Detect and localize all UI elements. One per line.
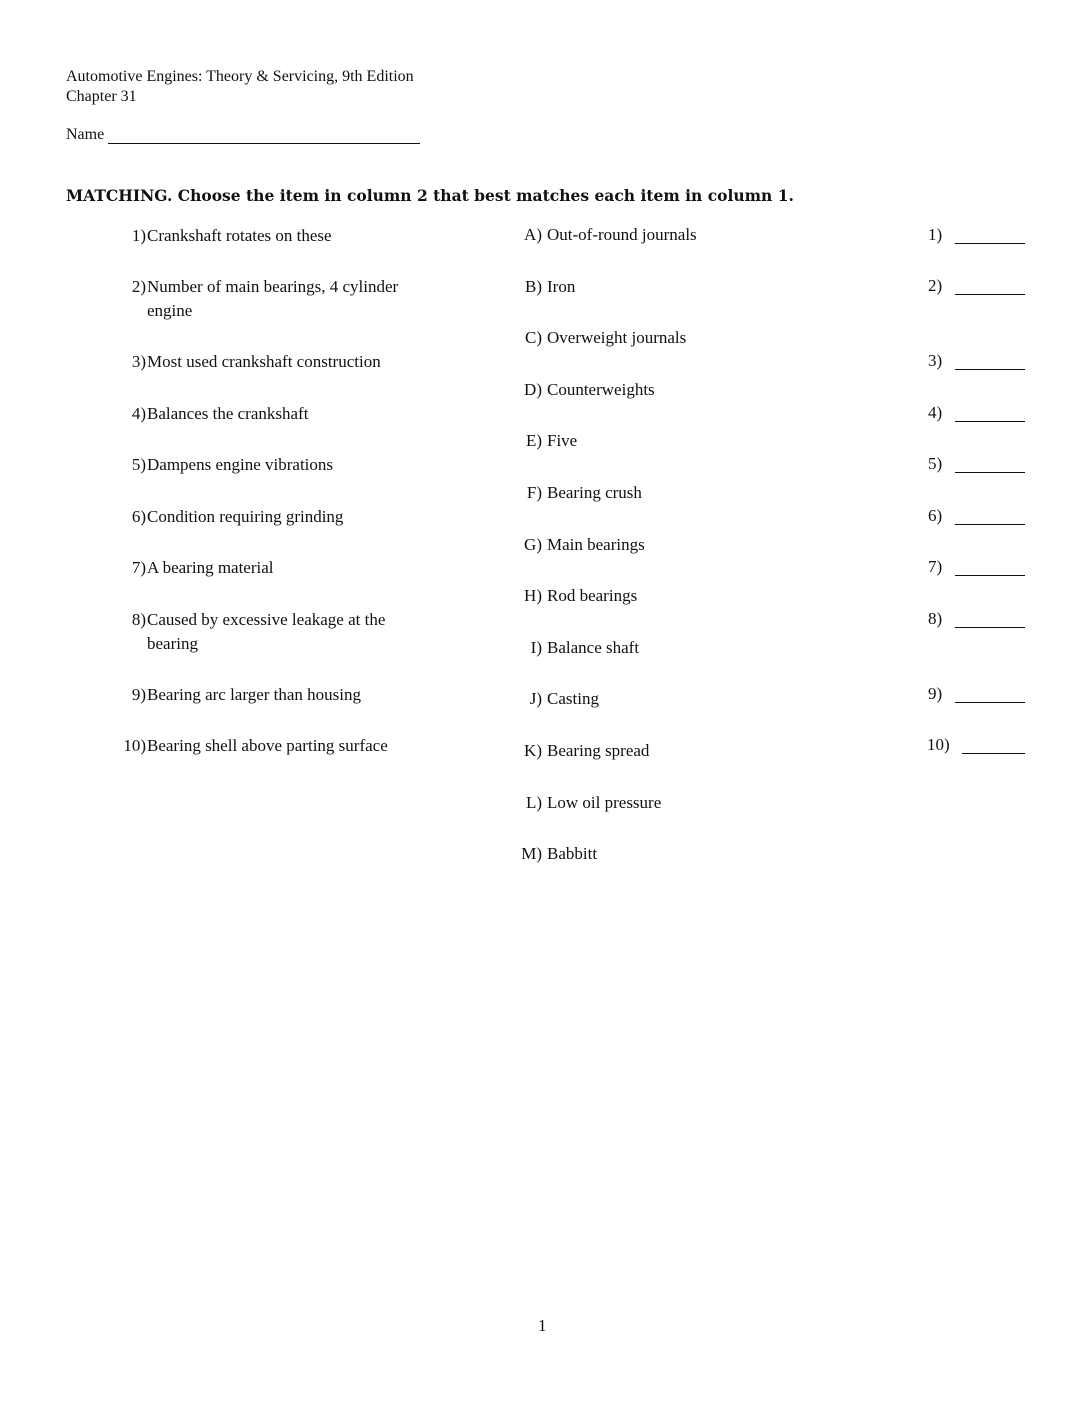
answer-label: 2) <box>928 276 943 295</box>
answer-blank[interactable] <box>955 243 1025 244</box>
question-item <box>116 505 456 529</box>
option-text: Iron <box>547 277 576 296</box>
option-item <box>514 585 844 607</box>
option-letter: B) <box>525 277 542 296</box>
page-number: 1 <box>538 1316 547 1335</box>
question-text: Dampens engine vibrations <box>147 455 334 474</box>
name-blank-line[interactable] <box>108 143 420 144</box>
question-number: 10) <box>123 736 146 755</box>
name-label: Name <box>66 126 105 143</box>
question-text: Condition requiring grinding <box>147 507 344 526</box>
question-text: Balances the crankshaft <box>147 404 309 423</box>
question-item <box>116 608 456 656</box>
answer-label: 7) <box>928 557 943 576</box>
option-letter: K) <box>524 741 542 760</box>
option-letter: D) <box>524 380 542 399</box>
option-letter: J) <box>529 689 542 708</box>
answer-blank[interactable] <box>962 753 1025 754</box>
option-text: Counterweights <box>547 380 655 399</box>
option-text: Overweight journals <box>547 328 687 347</box>
answer-label: 6) <box>928 506 943 525</box>
question-number: 6) <box>131 507 146 526</box>
option-text: Main bearings <box>547 535 645 554</box>
question-text-continued: bearing <box>147 634 198 653</box>
instructions: MATCHING. Choose the item in column 2 that best matches each item in column 1. <box>66 186 794 205</box>
option-text: Rod bearings <box>547 586 638 605</box>
option-item <box>514 740 844 762</box>
answer-label: 10) <box>927 735 950 754</box>
answer-label: 5) <box>928 454 943 473</box>
question-number: 4) <box>131 404 146 423</box>
option-letter: G) <box>524 535 542 554</box>
question-item <box>116 734 456 758</box>
option-item <box>514 534 844 556</box>
answer-label: 3) <box>928 351 943 370</box>
question-number: 1) <box>131 226 146 245</box>
option-text: Out-of-round journals <box>547 225 697 244</box>
option-item <box>514 430 844 452</box>
option-item <box>514 379 844 401</box>
question-item <box>116 402 456 426</box>
question-text: Number of main bearings, 4 cylinder <box>147 277 399 296</box>
answer-blank[interactable] <box>955 627 1025 628</box>
answer-blank[interactable] <box>955 421 1025 422</box>
option-letter: L) <box>525 793 542 812</box>
option-text: Babbitt <box>547 844 598 863</box>
answer-blank[interactable] <box>955 369 1025 370</box>
answer-blank[interactable] <box>955 294 1025 295</box>
option-item <box>514 276 844 298</box>
question-item <box>116 350 456 374</box>
question-item <box>116 224 456 248</box>
question-text: Caused by excessive leakage at the <box>147 610 386 629</box>
question-text-continued: engine <box>147 301 193 320</box>
answer-blank[interactable] <box>955 575 1025 576</box>
question-text: Bearing shell above parting surface <box>147 736 388 755</box>
option-item <box>514 224 844 246</box>
option-letter: C) <box>525 328 542 347</box>
option-text: Casting <box>547 689 599 708</box>
book-title: Automotive Engines: Theory & Servicing, 9th Edition <box>66 68 414 85</box>
answer-blank[interactable] <box>955 524 1025 525</box>
answer-blank[interactable] <box>955 702 1025 703</box>
question-number: 8) <box>131 610 146 629</box>
option-letter: E) <box>525 431 542 450</box>
question-item <box>116 556 456 580</box>
chapter-label: Chapter 31 <box>66 88 137 105</box>
answer-label: 4) <box>928 403 943 422</box>
question-item <box>116 453 456 477</box>
option-text: Bearing spread <box>547 741 650 760</box>
option-text: Five <box>547 431 578 450</box>
question-text: A bearing material <box>147 558 274 577</box>
option-text: Bearing crush <box>547 483 642 502</box>
question-number: 2) <box>131 277 146 296</box>
option-letter: M) <box>521 844 542 863</box>
option-letter: A) <box>524 225 542 244</box>
question-text: Most used crankshaft construction <box>147 352 381 371</box>
question-number: 7) <box>131 558 146 577</box>
option-item <box>514 843 844 865</box>
option-item <box>514 482 844 504</box>
option-letter: H) <box>524 586 542 605</box>
question-item <box>116 683 456 707</box>
option-text: Low oil pressure <box>547 793 662 812</box>
answer-label: 9) <box>928 684 943 703</box>
answer-label: 8) <box>928 609 943 628</box>
option-item <box>514 637 844 659</box>
question-text: Bearing arc larger than housing <box>147 685 362 704</box>
option-letter: I) <box>530 638 542 657</box>
answer-blank[interactable] <box>955 472 1025 473</box>
option-item <box>514 327 844 349</box>
option-item <box>514 688 844 710</box>
answer-label: 1) <box>928 225 943 244</box>
question-number: 3) <box>131 352 146 371</box>
option-letter: F) <box>526 483 542 502</box>
option-text: Balance shaft <box>547 638 640 657</box>
question-number: 9) <box>131 685 146 704</box>
question-text: Crankshaft rotates on these <box>147 226 332 245</box>
question-item <box>116 275 456 323</box>
question-number: 5) <box>131 455 146 474</box>
option-item <box>514 792 844 814</box>
